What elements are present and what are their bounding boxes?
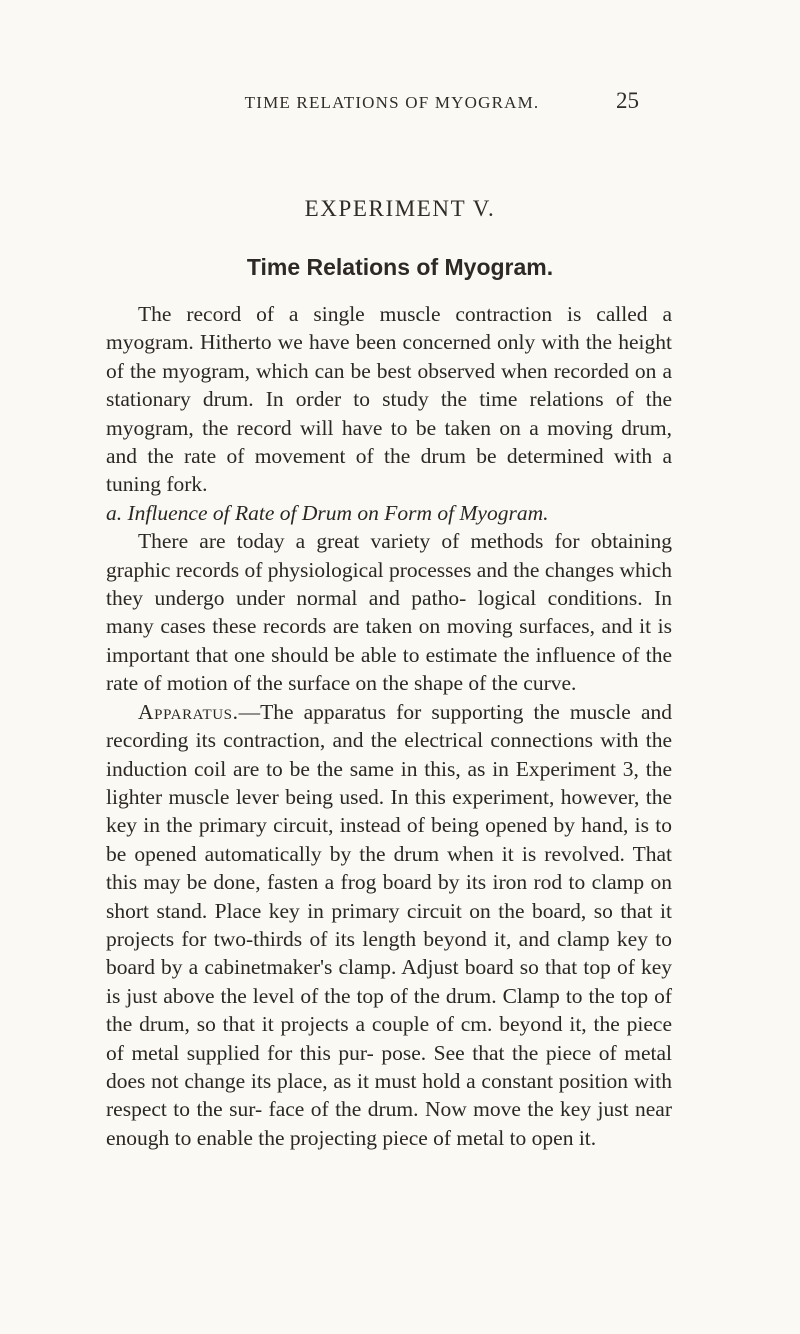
page-number: 25 [616, 88, 639, 113]
paragraph-methods: There are today a great variety of methods for obtaining graphic records of physiological processes and the changes which they undergo under normal and patho- logical conditions. In many cases these records are taken on moving surfaces, and it is important that one should be able to estimate the influence of the rate of motion of the surface on the shape of the curve. [106, 529, 672, 696]
apparatus-lead: Apparatus. [138, 699, 239, 724]
experiment-heading: EXPERIMENT V. [304, 196, 496, 221]
subsection-title: Influence of Rate of Drum on Form of Myogram. [127, 500, 549, 525]
subsection-heading [106, 499, 672, 527]
running-head: TIME RELATIONS OF MYOGRAM. [244, 93, 540, 112]
subsection-label: a. [106, 500, 123, 525]
paragraph-apparatus [106, 698, 672, 1153]
body-text [106, 300, 672, 1152]
section-title: Time Relations of Myogram. [246, 254, 554, 280]
paragraph-intro: The record of a single muscle contraction is called a myogram. Hitherto we have been concerned only with the height of the myogram, which can be best observed when recorded on a stationary drum. In order to study the time relations of the myogram, the record will have to be taken on a moving drum, and the rate of movement of the drum be determined with a tuning fork. [106, 302, 672, 497]
apparatus-text: —The apparatus for supporting the muscle and recording its contraction, and the electrical connections with the induction coil are to be the same in this, as in Experiment 3, the lighter muscle lever being used. In this experiment, however, the key in the primary circuit, instead of being opened by hand, is to be opened automatically by the drum when it is revolved. That this may be done, fasten a frog board by its iron rod to clamp on short stand. Place key in primary circuit on the board, so that it projects for two-thirds of its length beyond it, and clamp key to board by a cabinetmaker's clamp. Adjust board so that top of key is just above the level of the top of the drum. Clamp to the top of the drum, so that it projects a couple of cm. beyond it, the piece of metal supplied for this pur- pose. See that the piece of metal does not change its place, as it must hold a constant position with respect to the sur- face of the drum. Now move the key just near enough to enable the projecting piece of metal to open it. [106, 699, 672, 1150]
